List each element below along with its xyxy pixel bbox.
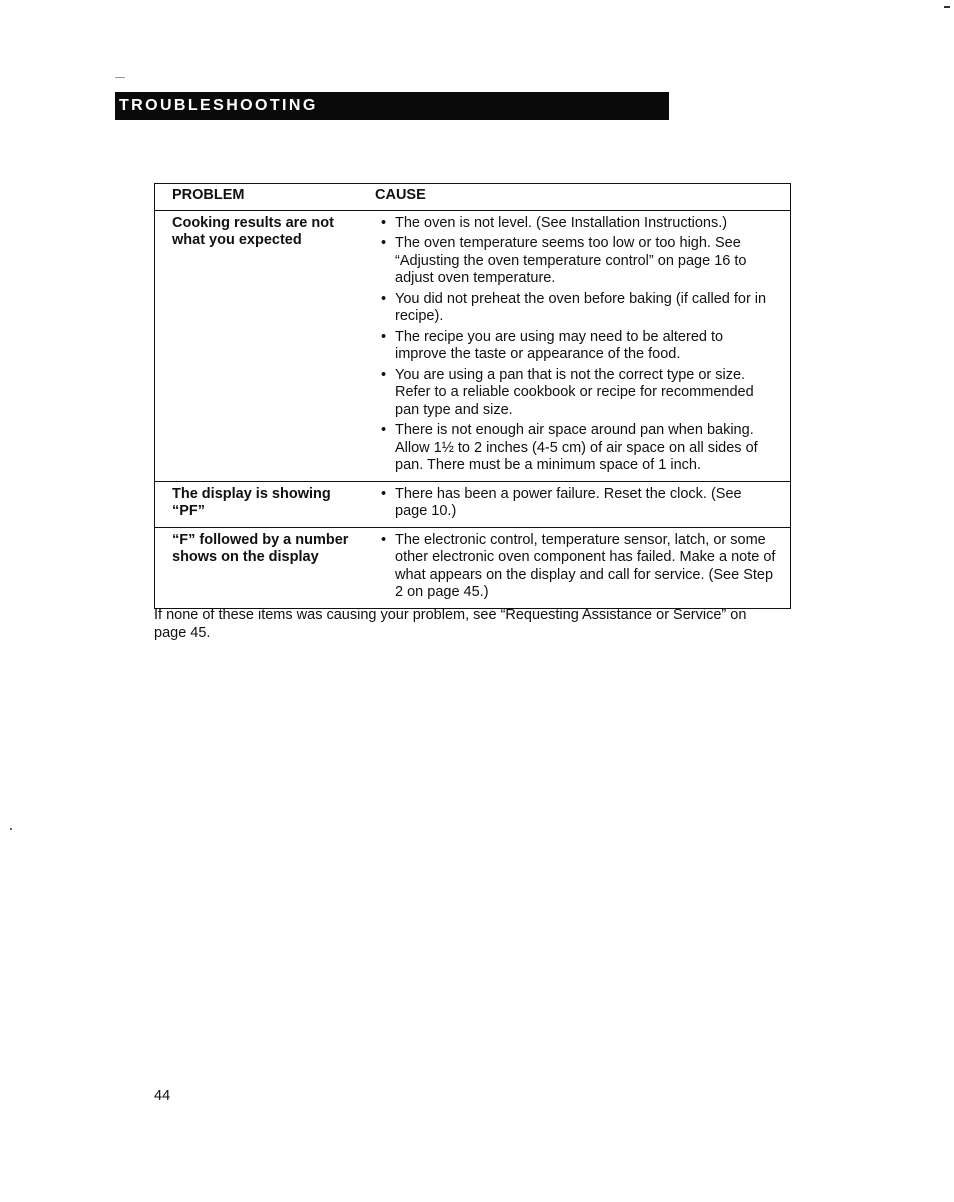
table-row [155,210,790,481]
bullet-icon: • [381,290,387,307]
cause-list [375,532,776,602]
cause-text: There has been a power failure. Reset the clock. (See page 10.) [395,485,742,519]
table-row [155,481,790,527]
bullet-icon: • [381,214,387,231]
cause-item [375,235,776,288]
problem-cell: “F” followed by a number shows on the display [172,531,349,565]
troubleshooting-table [154,183,791,609]
cause-text: You did not preheat the oven before baking (if called for in recipe). [395,290,767,324]
cause-item [375,486,776,521]
cause-item [375,215,776,233]
cause-text: You are using a pan that is not the correct type or size. Refer to a reliable cookbook or recipe for recommended pan type and size. [395,366,754,418]
bullet-icon: • [381,366,387,383]
cause-cell [361,528,790,608]
cause-cell [361,482,790,527]
cause-text: The recipe you are using may need to be altered to improve the taste or appearance of the food. [395,328,724,362]
page-number: 44 [154,1088,171,1104]
section-title: TROUBLESHOOTING [119,97,318,114]
cause-text: The oven is not level. (See Installation Instructions.) [395,214,728,231]
cause-item [375,422,776,475]
scan-mark [10,828,12,830]
bullet-icon: • [381,531,387,548]
cause-item [375,291,776,326]
bullet-icon: • [381,485,387,502]
scan-mark [944,6,950,8]
cause-list [375,486,776,521]
cause-list [375,215,776,475]
problem-cell: Cooking results are not what you expected [172,214,334,248]
bullet-icon: • [381,328,387,345]
cause-item [375,532,776,602]
scan-mark [115,77,125,78]
bullet-icon: • [381,235,387,251]
cause-item [375,367,776,420]
cause-item [375,329,776,364]
cause-text: There is not enough air space around pan when baking. Allow 1½ to 2 inches (4-5 cm) of air space on all sides of pan. There must be a minimum space of 1 inch. [395,422,758,473]
table-header-row [155,184,790,210]
problem-cell: The display is showing “PF” [172,485,331,519]
bullet-icon: • [381,422,387,438]
cause-cell [361,211,790,481]
footer-note: If none of these items was causing your problem, see “Requesting Assistance or Service” on page 45. [154,607,747,641]
column-header-problem: PROBLEM [172,187,245,203]
table-row [155,527,790,608]
section-header [115,92,669,120]
column-header-cause: CAUSE [375,187,426,203]
cause-text: The electronic control, temperature sensor, latch, or some other electronic oven component has failed. Make a note of what appears on the display and call for service. (See Step 2 on page 45.) [395,531,776,600]
cause-text: The oven temperature seems too low or too high. See “Adjusting the oven temperature control” on page 16 to adjust oven temperature. [395,235,747,286]
